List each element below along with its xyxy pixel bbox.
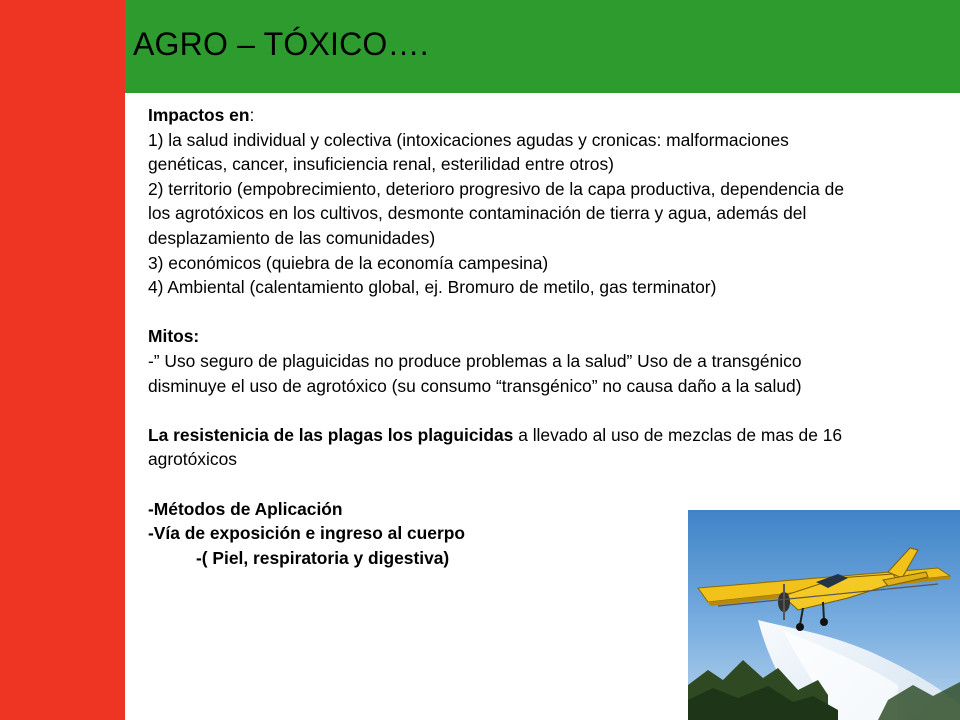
exposure-routes: -( Piel, respiratoria y digestiva) — [196, 547, 450, 568]
methods-item-application: -Métodos de Aplicación — [148, 498, 343, 519]
impacts-heading-colon: : — [249, 105, 255, 125]
crop-duster-photo — [688, 510, 960, 720]
left-color-band — [0, 0, 125, 720]
myths-heading: Mitos: — [148, 326, 200, 347]
impact-item-economic: 3) económicos (quiebra de la economía campesina) — [148, 252, 549, 273]
impact-item-environmental: 4) Ambiental (calentamiento global, ej. Bromuro de metilo, gas terminator) — [148, 277, 717, 298]
myths-text: -” Uso seguro de plaguicidas no produce problemas a la salud” Uso de a transgénico disminuye el uso de agrotóxico (su consumo “transgénico” no causa daño a la salud) — [148, 350, 802, 396]
resistance-text: a llevado al uso de mezclas de mas de 16 agrotóxicos — [148, 424, 843, 470]
impacts-heading-line — [148, 103, 870, 128]
slide-body — [148, 103, 870, 570]
resistance-bold: La resistenicia de las plagas los plaguicidas — [148, 424, 514, 445]
resistance-paragraph — [148, 423, 870, 472]
methods-item-exposure: -Vía de exposición e ingreso al cuerpo — [148, 523, 465, 544]
impacts-heading: Impactos en — [148, 105, 250, 125]
slide-title: AGRO – TÓXICO…. — [133, 26, 429, 62]
impact-item-health: 1) la salud individual y colectiva (intoxicaciones agudas y cronicas: malformaciones genéticas, cancer, insuficiencia renal, esterilidad entre otros) — [148, 129, 789, 175]
impact-item-territory: 2) territorio (empobrecimiento, deterioro progresivo de la capa productiva, dependencia de los agrotóxicos en los cultivos, desmonte contaminación de tierra y agua, además del desplazamiento de las comunidades) — [148, 178, 845, 248]
